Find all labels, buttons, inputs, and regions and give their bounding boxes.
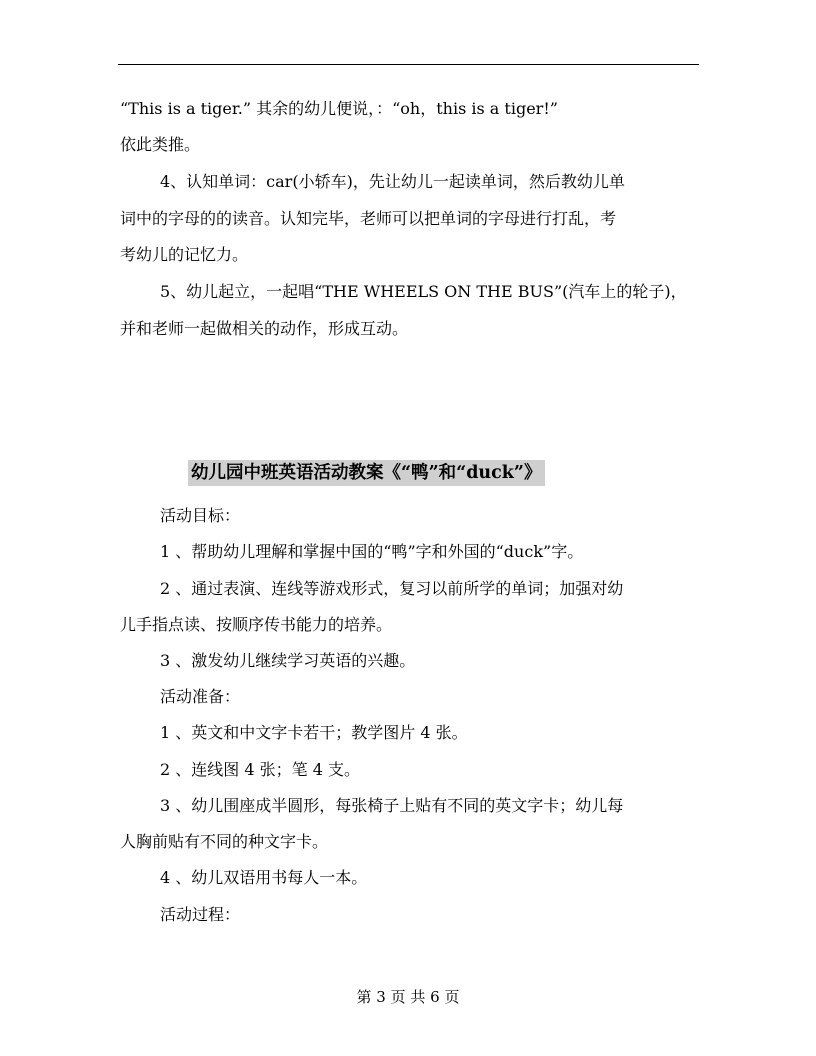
section-title: 幼儿园中班英语活动教案《“鸭”和“duck”》 <box>188 460 545 486</box>
text-line: 人胸前贴有不同的种文字卡。 <box>120 832 329 851</box>
text-line: 1 、英文和中文字卡若干；教学图片 4 张。 <box>160 723 468 742</box>
text-line: 2 、连线图 4 张；笔 4 支。 <box>160 760 360 779</box>
section-label: 活动过程： <box>160 905 241 924</box>
text-line: 1 、帮助幼儿理解和掌握中国的“鸭”字和外国的“duck”字。 <box>160 542 584 561</box>
text-line: 依此类推。 <box>120 135 201 154</box>
text-line: 并和老师一起做相关的动作，形成互动。 <box>120 319 409 338</box>
section-label: 活动目标： <box>160 506 241 525</box>
text-line: 儿手指点读、按顺序传书能力的培养。 <box>120 615 393 634</box>
text-line: 词中的字母的的读音。认知完毕，老师可以把单词的字母进行打乱，考 <box>120 209 617 228</box>
text-line: 考幼儿的记忆力。 <box>120 245 249 264</box>
header-rule <box>118 64 699 65</box>
text-line: 2 、通过表演、连线等游戏形式，复习以前所学的单词；加强对幼 <box>160 579 624 598</box>
section-label: 活动准备： <box>160 687 241 706</box>
text-line: 4、认知单词：car(小轿车)，先让幼儿一起读单词，然后教幼儿单 <box>160 172 625 191</box>
page-number: 第 3 页 共 6 页 <box>356 988 460 1006</box>
text-line: “This is a tiger.” 其余的幼儿便说，：“oh，this is a tiger!” <box>120 99 558 118</box>
text-line: 3 、激发幼儿继续学习英语的兴趣。 <box>160 651 416 670</box>
text-line: 5、幼儿起立，一起唱“THE WHEELS ON THE BUS”(汽车上的轮子)， <box>160 282 687 301</box>
text-line: 4 、幼儿双语用书每人一本。 <box>160 868 368 887</box>
text-line: 3 、幼儿围座成半圆形，每张椅子上贴有不同的英文字卡；幼儿每 <box>160 796 624 815</box>
